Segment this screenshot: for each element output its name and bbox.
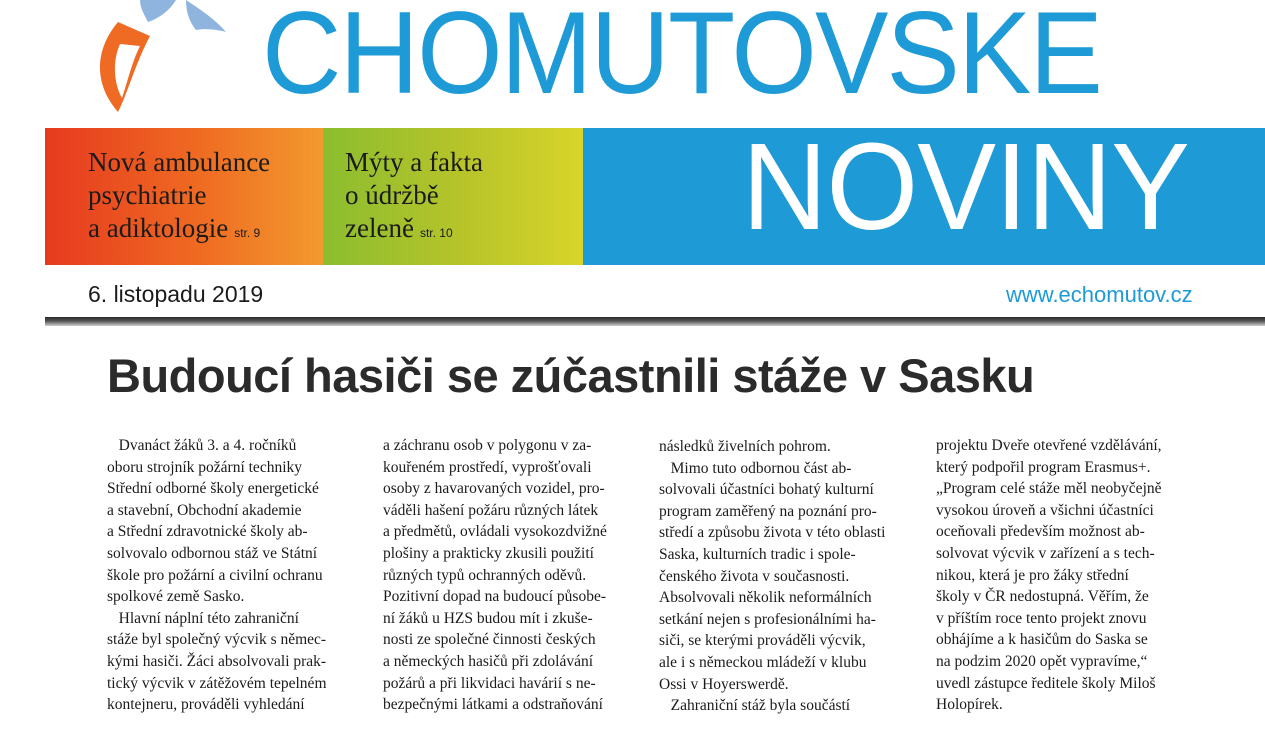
- text-line: spolkové země Sasko.: [107, 588, 245, 606]
- teaser-page-ref: str. 10: [419, 226, 453, 240]
- text-line: stáže byl společný výcvik s němec-: [107, 631, 327, 649]
- text-line: oboru strojník požární techniky: [107, 458, 302, 476]
- text-line: různých typů ochranných oděvů.: [383, 566, 587, 584]
- text-line: na podzim 2020 opět vypravíme,“: [936, 652, 1148, 670]
- text-line: solvovali účastníci bohatý kulturní: [659, 481, 874, 499]
- text-line: a Střední zdravotnické školy ab-: [107, 523, 308, 541]
- text-line: školy v ČR nedostupná. Věřím, že: [936, 588, 1149, 606]
- text-line: Zahraniční stáž byla součástí: [659, 697, 851, 715]
- issue-date: 6. listopadu 2019: [88, 281, 264, 307]
- text-line: Absolvovali několik neformálních: [659, 589, 872, 607]
- text-line: setkání nejen s profesionálními ha-: [659, 610, 876, 628]
- masthead-subtitle: NOVINY: [742, 119, 1189, 256]
- teaser-line: [345, 212, 483, 250]
- text-line: kouřeném prostředí, vyprošťovali: [383, 458, 592, 476]
- teaser-psychiatry[interactable]: [88, 146, 270, 250]
- text-line: solvovat výcvik v zařízení a s tech-: [936, 544, 1155, 562]
- text-line: Hlavní náplní této zahraniční: [107, 609, 299, 627]
- teaser-line: [88, 212, 270, 250]
- text-line: bezpečnými látkami a odstraňování: [383, 696, 603, 714]
- text-line: Mimo tuto odbornou část ab-: [659, 459, 852, 477]
- teaser-page-ref: str. 9: [234, 226, 261, 240]
- text-line: vysokou úroveň a všichni účastníci: [936, 501, 1154, 519]
- text-line: ní žáků u HZS budou mít i zkuše-: [383, 609, 593, 627]
- text-line: středí a způsobu života v této oblasti: [659, 524, 886, 542]
- text-line: projektu Dveře otevřené vzdělávání,: [936, 437, 1162, 454]
- text-line: kými hasiči. Žáci absolvovali prak-: [107, 652, 327, 670]
- article-column-1: [107, 435, 353, 716]
- text-line: požárů a při likvidaci havárií s ne-: [383, 674, 596, 692]
- teaser-line-text: a adiktologie: [88, 213, 229, 243]
- text-line: a záchranu osob v polygonu v za-: [383, 437, 592, 454]
- teaser-line: psychiatrie: [88, 180, 207, 210]
- text-line: a stavební, Obchodní akademie: [107, 501, 302, 519]
- website-link[interactable]: www.echomutov.cz: [1006, 282, 1193, 307]
- text-line: kontejneru, prováděli vyhledání: [107, 696, 305, 714]
- text-line: ale i s německou mládeží v klubu: [659, 653, 867, 671]
- text-line: následků živelních pohrom.: [659, 438, 831, 455]
- text-line: program zaměřený na poznání pro-: [659, 502, 877, 520]
- text-line: Holopírek.: [936, 696, 1003, 714]
- text-line: a německých hasičů při zdolávání: [383, 652, 594, 670]
- text-line: a předmětů, ovládali vysokozdvižné: [383, 523, 607, 541]
- text-line: osoby z havarovaných vozidel, pro-: [383, 480, 605, 498]
- text-line: obhájíme a k hasičům do Saska se: [936, 631, 1148, 649]
- text-line: v příštím roce tento projekt znovu: [936, 609, 1147, 627]
- text-line: „Program celé stáže měl neobyčejně: [936, 480, 1162, 498]
- teaser-line-text: zeleně: [345, 213, 414, 243]
- logo-mark: [0, 0, 260, 120]
- article-column-3: [659, 436, 919, 717]
- text-line: plošiny a prakticky zkusili použití: [383, 544, 594, 562]
- text-line: nosti ze společné činnosti českých: [383, 631, 596, 649]
- teaser-line: Mýty a fakta: [345, 147, 483, 177]
- text-line: nikou, která je pro žáky střední: [936, 566, 1129, 584]
- teaser-line: o údržbě: [345, 180, 439, 210]
- text-line: čenského života v současnosti.: [659, 567, 850, 585]
- header-rule: [45, 317, 1265, 326]
- text-line: váděli hašení požáru různých látek: [383, 501, 599, 519]
- article-column-2: [383, 435, 631, 716]
- text-line: uvedl zástupce ředitele školy Miloš: [936, 674, 1156, 692]
- logo-blue-petal: [186, 0, 226, 32]
- article-headline: Budoucí hasiči se zúčastnili stáže v Sasku: [107, 349, 1035, 402]
- masthead-title: CHOMUTOVSKE: [262, 0, 1101, 118]
- text-line: Dvanáct žáků 3. a 4. ročníků: [107, 437, 297, 454]
- text-line: škole pro požární a civilní ochranu: [107, 566, 323, 584]
- teaser-line: Nová ambulance: [88, 147, 271, 177]
- text-line: který podpořil program Erasmus+.: [936, 458, 1151, 476]
- text-line: oceňovali především možnost ab-: [936, 523, 1145, 541]
- text-line: Střední odborné školy energetické: [107, 480, 319, 498]
- teaser-greenery[interactable]: [345, 146, 483, 250]
- logo-orange-petal-inner: [115, 44, 140, 98]
- text-line: Pozitivní dopad na budoucí působe-: [383, 588, 606, 606]
- text-line: Saska, kulturních tradic i spole-: [659, 545, 856, 563]
- text-line: tický výcvik v zátěžovém tepelném: [107, 674, 327, 692]
- logo-blue-petal-2: [140, 0, 176, 22]
- article-column-4: [936, 435, 1194, 716]
- text-line: solvovalo odbornou stáž ve Státní: [107, 544, 318, 562]
- text-line: siči, se kterými prováděli výcvik,: [659, 632, 866, 650]
- text-line: Ossi v Hoyerswerdě.: [659, 675, 789, 693]
